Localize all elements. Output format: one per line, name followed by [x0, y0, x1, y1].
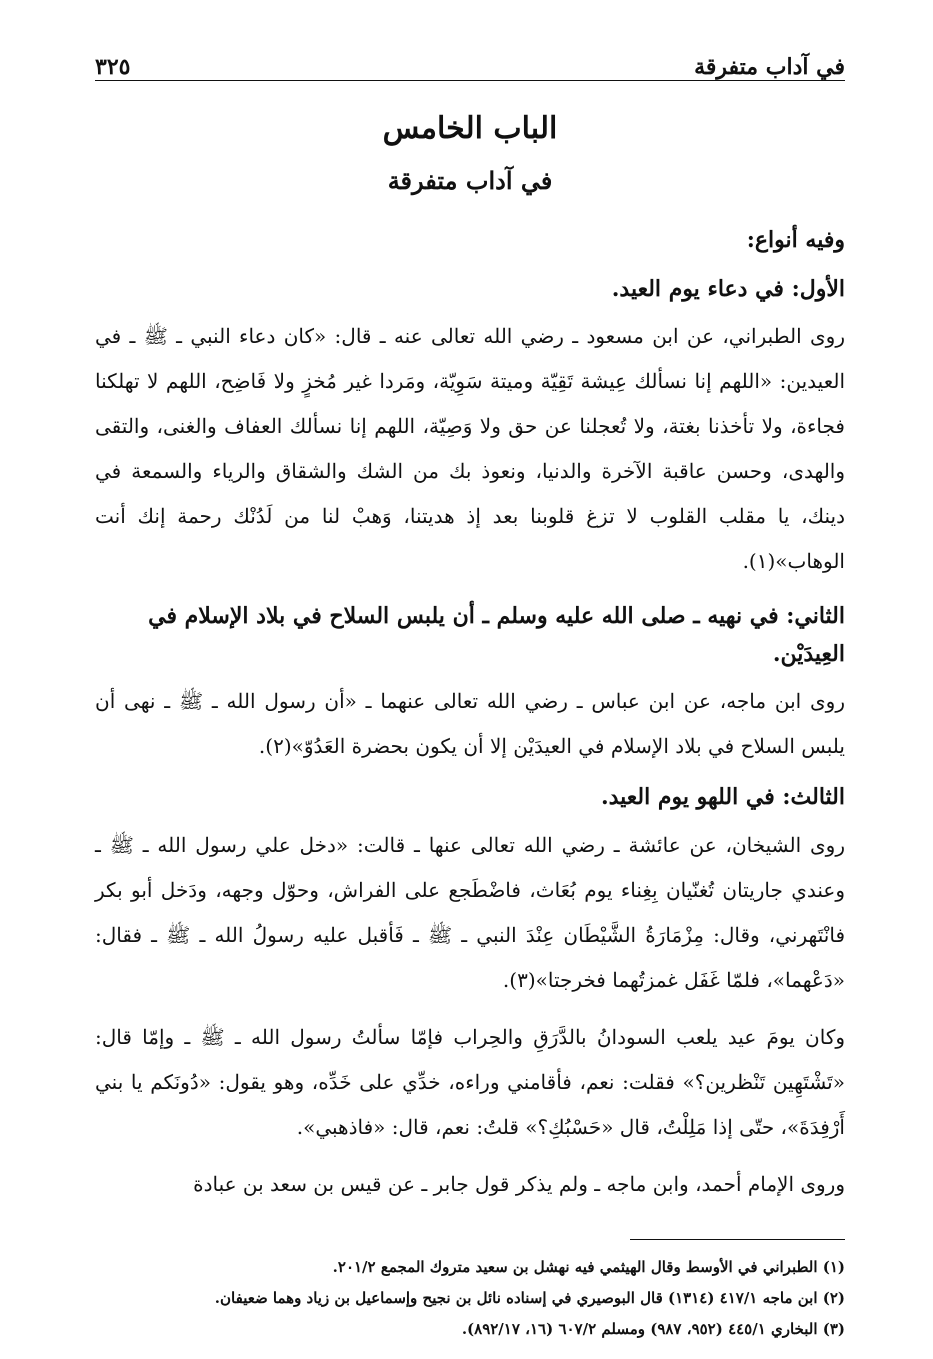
- running-header: [95, 40, 845, 81]
- footnote-1: (١) الطبراني في الأوسط وقال الهيثمي فيه نهشل بن سعيد متروك المجمع ٢٠١/٢.: [332, 1257, 845, 1276]
- section-heading-1: الأول: في دعاء يوم العيد.: [611, 276, 845, 302]
- section-heading-3: الثالث: في اللهو يوم العيد.: [600, 784, 845, 811]
- footnotes: [95, 1252, 845, 1345]
- section-1-paragraph: روى الطبراني، عن ابن مسعود ـ رضي الله تعالى عنه ـ قال: «كان دعاء النبي ـ ﷺ ـ في العيدين: «اللهم إنا نسألك عِيشة تَقِيّة وميتة سَوِيّة، ومَردا غير مُخزٍ ولا فَاضِح، اللهم لا تهلكنا فجاءة، ولا تأخذنا بغتة، ولا تُعجلنا عن حق ولا وَصِيّة، اللهم إنا نسألك العفاف والغنى، والتقى والهدى، وحسن عاقبة الآخرة والدنيا، ونعوذ بك من الشك والشقاق والرياء والسمعة في دينك، يا مقلب القلوب لا تزغ قلوبنا بعد إذ هديتنا، وَهبْ لنا من لَدُنْك رحمة إنك أنت الوهاب»(١).: [95, 324, 845, 574]
- section-3-paragraph-2: وكان يومَ عيد يلعب السودانُ بالدَّرَقِ والحِراب فإمّا سألتُ رسول الله ـ ﷺ ـ وإمّا قال: «تَشْتَهِين تَنْظرين؟» فقلت: نعم، فأقامني وراءه، خدِّي على خَدِّه، وهو يقول: «دُونَكم يا بني أَرْفِدَةَ»، حتّى إذا مَلِلْتُ، قال «حَسْبُكِ؟» قلتُ: نعم، قال: «فاذهبي».: [95, 1024, 845, 1139]
- section-3-paragraph-3: وروى الإمام أحمد، وابن ماجه ـ ولم يذكر قول جابر ـ عن قيس بن سعد بن عبادة: [193, 1171, 845, 1196]
- chapter-title: الباب الخامس: [382, 111, 558, 146]
- footnote-3: (٣) البخاري ٤٤٥/١ (٩٥٢، ٩٨٧) ومسلم ٦٠٧/٢ (١٦، ٨٩٢/١٧).: [461, 1319, 845, 1338]
- footnote-2: (٢) ابن ماجه ٤١٧/١ (١٣١٤) قال البوصيري في إسناده نائل بن نجيح وإسماعيل بن زياد وهما ضعيفان.: [214, 1288, 845, 1307]
- running-title: في آداب متفرقة: [694, 54, 845, 80]
- page-number: ٣٢٥: [95, 54, 131, 80]
- section-heading-2: الثاني: في نهيه ـ صلى الله عليه وسلم ـ أن يلبس السلاح في بلاد الإسلام في العِيدَيْن.: [148, 603, 845, 667]
- intro-line: وفيه أنواع:: [746, 227, 845, 253]
- footnote-divider: [630, 1239, 845, 1240]
- book-page: [95, 40, 845, 1345]
- section-3-paragraph-1: روى الشيخان، عن عائشة ـ رضي الله تعالى عنها ـ قالت: «دخل علي رسول الله ـ ﷺ ـ وعندي جاريتان تُغنّيان بِغِناء يوم بُعَاث، فاضْطَجع على الفراش، وحوّل وجهه، ودَخل أبو بكر فانْتَهرني، وقال: مِزْمَارَةُ الشَّيْطَان عِنْدَ النبي ـ ﷺ ـ فَأقبل عليه رسولُ الله ـ ﷺ ـ فقال: «دَعْهما»، فلمّا غَفَل غمزتُهما فخرجتا»(٣).: [95, 832, 846, 992]
- section-2-paragraph: روى ابن ماجه، عن ابن عباس ـ رضي الله تعالى عنهما ـ «أن رسول الله ـ ﷺ ـ نهى أن يلبس السلاح في بلاد الإسلام في العيدَيْن إلا أن يكون بحضرة العَدُوّ»(٢).: [95, 689, 845, 759]
- chapter-subtitle: في آداب متفرقة: [387, 166, 553, 195]
